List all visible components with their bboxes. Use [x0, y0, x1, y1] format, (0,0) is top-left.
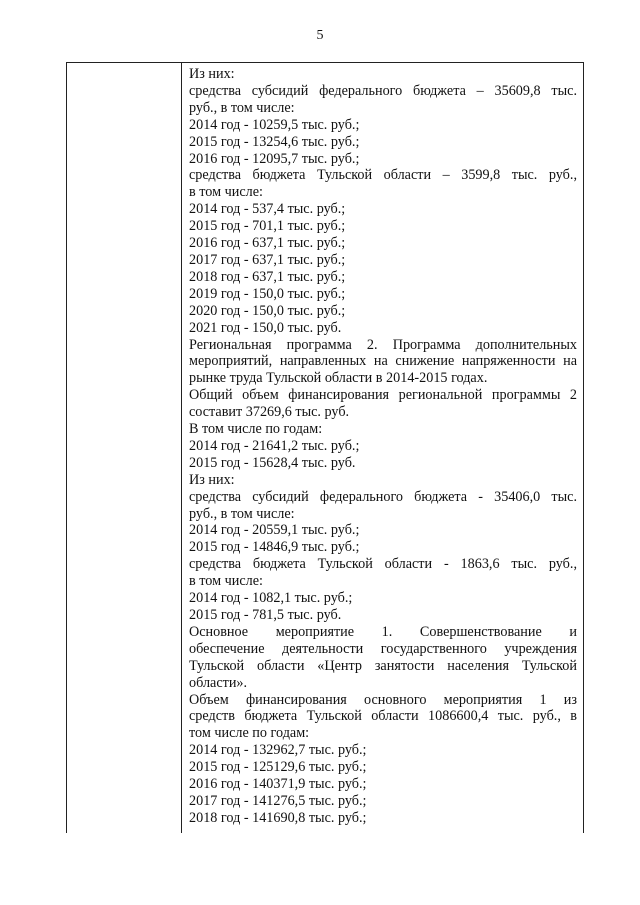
text-line: 2017 год - 141276,5 тыс. руб.;: [189, 792, 367, 809]
text-line: средства субсидий федерального бюджета – 35609,8 тыс.: [189, 82, 577, 99]
text-line: 2019 год - 150,0 тыс. руб.;: [189, 285, 346, 302]
text-line: 2014 год - 537,4 тыс. руб.;: [189, 201, 346, 218]
text-line: Из них:: [189, 471, 235, 488]
text-line: Региональная программа 2. Программа дополнительных: [189, 336, 577, 353]
text-line: средства бюджета Тульской области – 3599,8 тыс. руб.,: [189, 167, 577, 184]
text-line: Объем финансирования основного мероприятия 1 из: [189, 691, 577, 708]
text-line: 2020 год - 150,0 тыс. руб.;: [189, 302, 346, 319]
text-line: 2016 год - 637,1 тыс. руб.;: [189, 235, 346, 252]
text-line: В том числе по годам:: [189, 421, 323, 438]
text-line: том числе по годам:: [189, 725, 310, 742]
text-line: 2014 год - 21641,2 тыс. руб.;: [189, 437, 360, 454]
text-line: 2015 год - 14846,9 тыс. руб.;: [189, 539, 360, 556]
text-line: 2018 год - 637,1 тыс. руб.;: [189, 268, 346, 285]
text-line: составит 37269,6 тыс. руб.: [189, 404, 350, 421]
text-line: 2016 год - 140371,9 тыс. руб.;: [189, 776, 367, 793]
text-line: Тульской области «Центр занятости населения Тульской: [189, 657, 577, 674]
text-line: 2014 год - 10259,5 тыс. руб.;: [189, 116, 360, 133]
text-line: 2014 год - 20559,1 тыс. руб.;: [189, 522, 360, 539]
table-left-column: [67, 63, 182, 833]
text-line: 2015 год - 13254,6 тыс. руб.;: [189, 133, 360, 150]
page-number: 5: [316, 28, 324, 43]
text-line: 2015 год - 15628,4 тыс. руб.: [189, 454, 356, 471]
text-line: 2017 год - 637,1 тыс. руб.;: [189, 251, 346, 268]
table-right-column: [182, 63, 583, 833]
text-line: Общий объем финансирования региональной программы 2: [189, 387, 577, 404]
text-line: в том числе:: [189, 573, 263, 590]
text-line: 2015 год - 701,1 тыс. руб.;: [189, 218, 346, 235]
text-line: средства бюджета Тульской области - 1863,6 тыс. руб.,: [189, 556, 577, 573]
text-line: 2015 год - 125129,6 тыс. руб.;: [189, 759, 367, 776]
text-line: мероприятий, направленных на снижение напряженности на: [189, 353, 577, 370]
text-line: руб., в том числе:: [189, 99, 295, 116]
text-line: обеспечение деятельности государственного учреждения: [189, 640, 577, 657]
text-line: средства субсидий федерального бюджета - 35406,0 тыс.: [189, 488, 577, 505]
text-line: руб., в том числе:: [189, 505, 295, 522]
text-line: Основное мероприятие 1. Совершенствование и: [189, 623, 577, 640]
text-line: 2014 год - 1082,1 тыс. руб.;: [189, 590, 353, 607]
text-line: 2021 год - 150,0 тыс. руб.: [189, 319, 342, 336]
text-line: области».: [189, 674, 248, 691]
text-line: 2014 год - 132962,7 тыс. руб.;: [189, 742, 367, 759]
text-line: в том числе:: [189, 184, 263, 201]
text-line: рынке труда Тульской области в 2014-2015 годах.: [189, 370, 488, 387]
text-line: средств бюджета Тульской области 1086600,4 тыс. руб., в: [189, 708, 577, 725]
text-line: 2015 год - 781,5 тыс. руб.: [189, 607, 342, 623]
table: [66, 62, 584, 833]
text-line: 2016 год - 12095,7 тыс. руб.;: [189, 150, 360, 167]
text-line: Из них:: [189, 66, 235, 82]
text-line: 2018 год - 141690,8 тыс. руб.;: [189, 809, 367, 826]
